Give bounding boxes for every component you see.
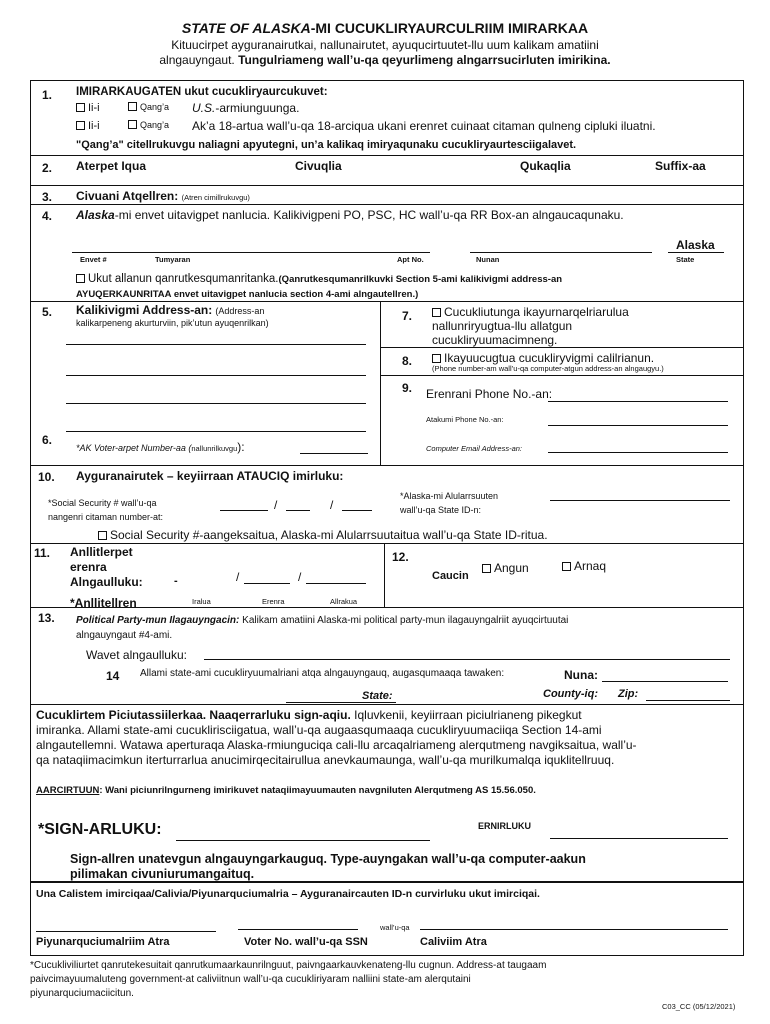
gender-female-checkbox[interactable]: Arnaq xyxy=(562,559,606,573)
state-caption: State xyxy=(676,255,695,264)
citizen-yes-checkbox[interactable]: Ii-i xyxy=(76,102,100,114)
section-10-number: 10. xyxy=(38,470,55,484)
mailing-address-line-3[interactable] xyxy=(66,403,366,404)
footer-line-3: piyunarquciumaciicitun. xyxy=(30,988,134,999)
mailing-address-label: Kalikivigmi Address-an: (Address-an xyxy=(76,303,265,317)
mailing-address-line-4[interactable] xyxy=(66,431,366,432)
section-3-number: 3. xyxy=(42,190,53,204)
do-not-disclose-note: AYUQERKAUNRITAA envet uitavigpet nanlucia section 4-ami alngautellren.) xyxy=(76,289,419,300)
day-caption: Erenra xyxy=(262,597,285,606)
dob-label-4: *Anllitellren xyxy=(70,596,137,610)
political-party-input[interactable] xyxy=(204,659,730,660)
dob-day-input[interactable] xyxy=(244,583,290,584)
assistance-text-3: cucukliryuumacimneng. xyxy=(432,333,558,347)
party-write-in-label: Wavet alngaulluku: xyxy=(86,648,187,662)
street-address-input[interactable] xyxy=(72,252,430,253)
state-id-label: *Alaska-mi Alularrsuuten xyxy=(400,491,499,501)
house-number-caption: Envet # xyxy=(80,255,107,264)
citizen-no-checkbox[interactable]: Qang’a xyxy=(128,102,169,112)
state-id-input[interactable] xyxy=(550,500,730,501)
agency-name-caption: Caliviim Atra xyxy=(420,936,487,948)
email-label: Computer Email Address-an: xyxy=(426,444,523,453)
first-name-label: Civuqlia xyxy=(295,159,342,173)
oath-text-3: alngautellemni. Watawa aperturaqa Alaska-rmiunguciqa cali-llu arcaqalriameng alerqutmeng navgiksaitua, wall’u- xyxy=(36,738,637,752)
dob-label-2: erenra xyxy=(70,560,107,574)
ssn-slash-2: / xyxy=(330,498,334,512)
section-1-heading: IMIRARKAUGATEN ukut cucukliryaurcukuvet: xyxy=(76,86,328,98)
ssn-input-2[interactable] xyxy=(286,510,310,511)
street-caption: Tumyaran xyxy=(155,255,191,264)
suffix-label: Suffix-aa xyxy=(655,159,706,173)
ssn-label: *Social Security # wall’u-qa xyxy=(48,498,157,508)
day-phone-label: Erenrani Phone No.-an: xyxy=(426,387,553,401)
dob-label-1: Anllitlerpet xyxy=(70,545,133,559)
evening-phone-input[interactable] xyxy=(548,425,728,426)
email-input[interactable] xyxy=(548,452,728,453)
ssn-input-1[interactable] xyxy=(220,510,268,511)
ssn-input-3[interactable] xyxy=(342,510,372,511)
date-input[interactable] xyxy=(550,838,728,839)
other-state-label: State: xyxy=(362,690,393,702)
section-5-number: 5. xyxy=(42,305,53,319)
date-label: ERNIRLUKU xyxy=(478,821,531,831)
dob-dash: - xyxy=(174,575,178,587)
apt-caption: Apt No. xyxy=(397,255,424,264)
section-11-number: 11. xyxy=(34,546,51,560)
age-yes-checkbox[interactable]: Ii-i xyxy=(76,120,100,132)
other-state-input[interactable] xyxy=(286,702,396,703)
signature-note-1: Sign-allren unatevgun alngauyngarkauguq. Type-auyngakan wall’u-qa computer-aakun xyxy=(70,852,586,866)
citizen-question: U.S.-armiunguunga. xyxy=(192,101,300,115)
ssn-slash-1: / xyxy=(274,498,278,512)
signature-note-2: pilimakan civuniurumangaituq. xyxy=(70,867,255,881)
other-county-label: County-iq: xyxy=(543,688,598,700)
other-city-label: Nuna: xyxy=(564,668,598,682)
no-id-checkbox[interactable]: Social Security #-aangeksaitua, Alaska-mi Alularrsuutaitua wall’u-qa State ID-ritua. xyxy=(98,528,548,542)
last-name-label: Aterpet Iqua xyxy=(76,159,147,173)
poll-worker-hint: (Phone number-am wall’u-qa computer-atgun address-an alngaugyu.) xyxy=(432,364,664,373)
section-14-number: 14 xyxy=(106,669,120,683)
mailing-address-line-1[interactable] xyxy=(66,344,366,345)
signature-label: *SIGN-ARLUKU: xyxy=(38,821,162,838)
section-9-number: 9. xyxy=(402,381,413,395)
form-title: STATE OF ALASKA-MI CUCUKLIRYAURCULRIIM IMIRARKAA xyxy=(181,20,589,36)
dob-slash-1: / xyxy=(236,570,240,584)
city-caption: Nunan xyxy=(476,255,500,264)
other-zip-label: Zip: xyxy=(618,688,639,700)
poll-worker-checkbox[interactable]: Ikayuucugtua cucukliryvigmi calilrianun. xyxy=(432,351,654,365)
assistance-checkbox[interactable]: Cucukliutunga ikayurnarqelriarulua xyxy=(432,305,629,319)
voter-number-label: *AK Voter-arpet Number-aa (nallunrilkuvgu): xyxy=(76,440,245,454)
form-subtitle: Kituucirpet ayguranairutkai, nallunairutet, ayuqucirtuutet-llu uum kalikam amatiini xyxy=(171,38,599,52)
year-caption: Allrakua xyxy=(330,597,358,606)
month-caption: Iralua xyxy=(192,597,211,606)
section-13-number: 13. xyxy=(38,611,55,625)
other-zip-input[interactable] xyxy=(646,700,730,701)
assistance-text-2: nallunriryugtua-llu allatgun xyxy=(432,319,573,333)
section-8-number: 8. xyxy=(402,354,413,368)
residence-address-label: Alaska-mi envet uitavigpet nanlucia. Kalikivigpeni PO, PSC, HC wall’u-qa RR Box-an alngaucaqunaku. xyxy=(76,208,624,222)
section-4-number: 4. xyxy=(42,209,53,223)
state-id-label-2: wall’u-qa State ID-n: xyxy=(400,505,482,515)
signature-input[interactable] xyxy=(176,840,430,841)
former-name-label: Civuani Atqellren: (Atren cimillrukuvgu) xyxy=(76,189,250,203)
voter-number-input[interactable] xyxy=(300,453,368,454)
gender-label: Caucin xyxy=(432,570,469,582)
state-value-alaska: Alaska xyxy=(676,238,715,252)
footer-line-2: paivcimayuumaluteng government-at caliviitnun wall’u-qa cucukliriyaram nalliini state-am alerqutaini xyxy=(30,974,471,985)
warning-text: AARCIRTUUN: Wani piciunrilngurneng imirikuvet nataqiimayuumauten navgniluten Alerqutmeng AS 15.56.050. xyxy=(36,785,536,796)
form-code: C03_CC (05/12/2021) xyxy=(662,1002,736,1011)
mailing-address-line-2[interactable] xyxy=(66,375,366,376)
official-use-heading: Una Calistem imirciqaa/Calivia/Piyunarquciumalria – Ayguranaircauten ID-n curvirluku ukut imirciqai. xyxy=(36,888,540,900)
city-input[interactable] xyxy=(470,252,652,253)
section-1-note: "Qang’a" citellrukuvgu naliagni apyutegni, un’a kalikaq imiryaqunaku cucukliryaurtesciigalavet. xyxy=(76,139,577,151)
section-7-number: 7. xyxy=(402,309,413,323)
middle-name-label: Qukaqlia xyxy=(520,159,571,173)
ssn-label-2: nangenri citaman number-at: xyxy=(48,512,164,522)
official-ssn-input[interactable] xyxy=(420,929,728,930)
section-2-number: 2. xyxy=(42,161,53,175)
gender-male-checkbox[interactable]: Angun xyxy=(482,561,529,575)
age-no-checkbox[interactable]: Qang’a xyxy=(128,120,169,130)
political-party-text: alngauyngaut #4-ami. xyxy=(76,630,173,641)
other-city-input[interactable] xyxy=(602,681,728,682)
form-subtitle-2: alngauyngaut. Tungulriameng wall’u-qa qeyurlimeng alngarrsucirluten imirikina. xyxy=(159,53,611,67)
oath-text-4: qa nataqiimacimkun iterturrarlua anucimirqecitairullua anevkaumaunga, wall’u-qa murilkumalqa iquklitellruuq. xyxy=(36,753,615,767)
dob-label-3: Alngaulluku: xyxy=(70,575,143,589)
section-12-number: 12. xyxy=(392,550,409,564)
identification-heading: Ayguranairutek – keyiirraan ATAUCIQ imirluku: xyxy=(76,469,344,483)
section-6-number: 6. xyxy=(42,433,53,447)
official-name-caption: Piyunarquciumalriim Atra xyxy=(36,936,170,948)
or-caption: wall’u-qa xyxy=(380,923,410,932)
section-1-number: 1. xyxy=(42,88,53,102)
evening-phone-label: Atakumi Phone No.-an: xyxy=(426,415,504,424)
mailing-address-hint: kalikarpeneng akurturviin, pik’utun ayuqenrilkan) xyxy=(76,318,269,328)
dob-slash-2: / xyxy=(298,570,302,584)
dob-year-input[interactable] xyxy=(306,583,366,584)
oath-text-2: imiranka. Allami state-ami cucuklirisciigatua, wall’u-qa augaasqumaaqa cucukliryuumaciiqa Section 14-ami xyxy=(36,723,602,737)
official-name-input[interactable] xyxy=(36,931,216,932)
day-phone-input[interactable] xyxy=(548,401,728,402)
oath-heading: Cucuklirtem Piciutassiilerkaa. Naaqerrarluku sign-aqiu. Iqluvkenii, keyiirraan piciulrianeng pikegkut xyxy=(36,708,582,722)
footer-line-1: *Cucukliviliurtet qanrutekesuitait qanrutkumaarkaunrilnguut, paivngaarkauvkenateng-llu cugnun. Address-at taugaam xyxy=(30,960,547,971)
political-party-label: Political Party-mun Ilagauyngacin: Kalikam amatiini Alaska-mi political party-mun ilagauyngalriit ayuqcirtuutai xyxy=(76,615,569,626)
official-voter-number-input[interactable] xyxy=(238,929,358,930)
do-not-disclose-checkbox[interactable]: Ukut allanun qanrutkesqumanritanka.(Qanrutkesqumanrilkuvki Section 5-ami kalikivigmi address-an xyxy=(76,273,562,285)
age-question: Ak’a 18-artua wall’u-qa 18-arciqua ukani erenret cuinaat citaman qulneng cipluki iluatni. xyxy=(192,119,656,133)
other-state-text: Allami state-ami cucukliryuumalriani atqa alngauyngauq, augasqumaaqa tawaken: xyxy=(140,668,505,679)
voter-number-caption: Voter No. wall’u-qa SSN xyxy=(244,936,368,948)
